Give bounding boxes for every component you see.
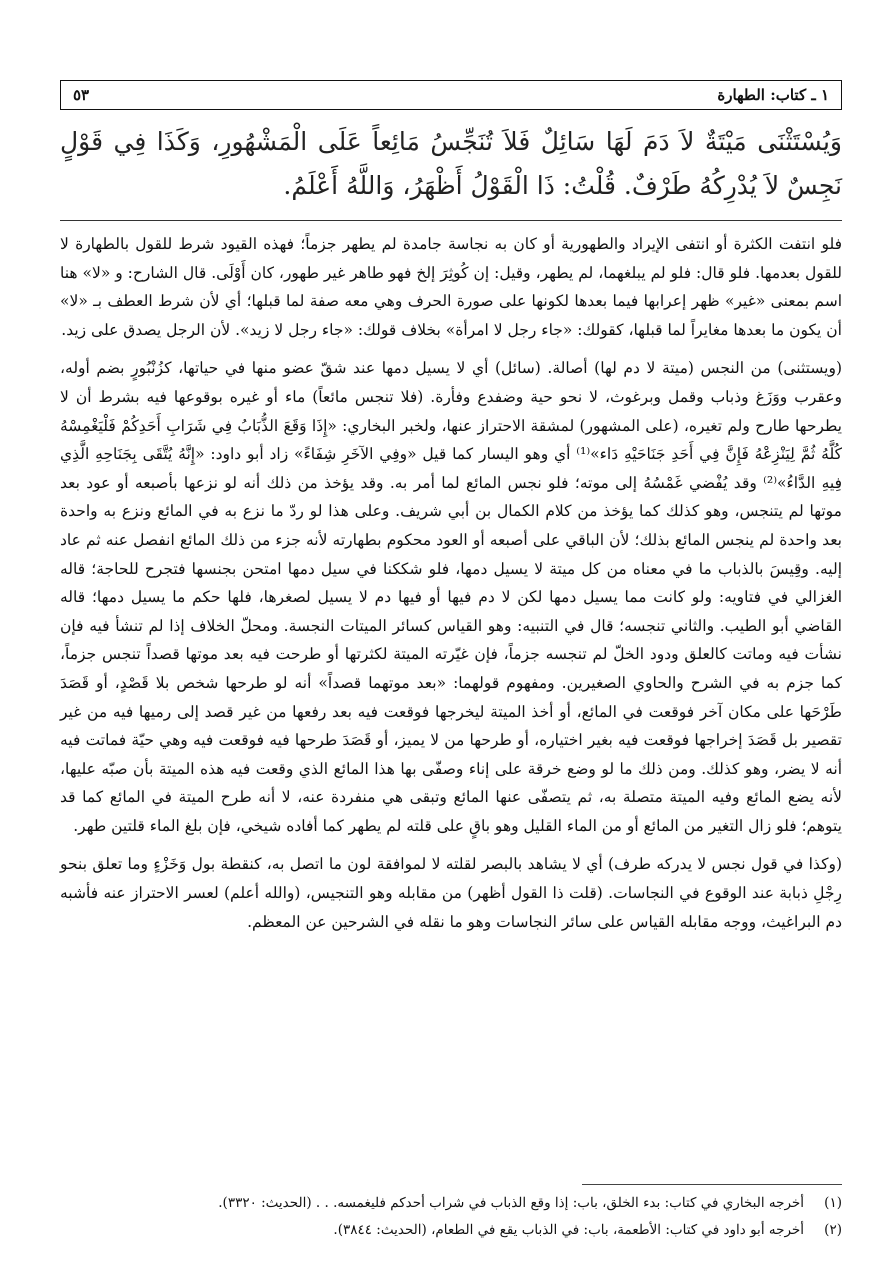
commentary-paragraph-1: فلو انتفت الكثرة أو انتفى الإيراد والطهورية أو كان به نجاسة جامدة لم يطهر جزماً؛ فهذه القيود شرط للقول بالطهارة لا للقول بعدمها. فلو قال: فلو لم يبلغهما، لم يطهر، وقيل: إن كُوثِرَ إلخ فهو طاهر غير طهور، كان أَوْلَى. قال الشارح: و «لا» هنا اسم بمعنى «غير» ظهر إعرابها فيما بعدها لكونها على صورة الحرف وهي معه صفة لما قبلها؛ أي لأن شرط العطف بـ «لا» أن يكون ما بعدها مغايراً لما قبلها، كقولك: «جاء رجل لا امرأة» بخلاف قولك: «جاء رجل لا زيد». لأن الرجل يصدق على زيد. xyxy=(60,235,842,339)
footnote-1 xyxy=(60,1190,842,1217)
footnote-number: (٢) xyxy=(824,1222,842,1238)
commentary xyxy=(60,230,842,946)
footnote-text: أخرجه أبو داود في كتاب: الأطعمة، باب: في الذباب يقع في الطعام، (الحديث: ٣٨٤٤). xyxy=(333,1222,804,1238)
footnote-2 xyxy=(60,1217,842,1244)
commentary-paragraph-3: (وكذا في قول نجس لا يدركه طرف) أي لا يشاهد بالبصر لقلته لا لموافقة لون ما اتصل به، كنقطة بول وَخَزْءٍ وما تعلق بنحو رِجْلِ ذبابة عند الوقوع في النجاسات. (قلت ذا القول أظهر) من مقابله وهو التنجيس، (والله أعلم) لعسر الاحتراز عنه فأشبه دم البراغيث، ووجه مقابله القياس على سائر النجاسات وهو ما نقله في الشرحين عن المعظم. xyxy=(60,855,842,931)
chapter-title: ١ ـ كتاب: الطهارة xyxy=(717,86,829,104)
commentary-paragraph-2: (ويستثنى) من النجس (ميتة لا دم لها) أصالة. (سائل) أي لا يسيل دمها عند شقّ عضو منها في حياتها، كزُنْبُورٍ بضم أوله، وعقرب ووَزَغ وذباب وقمل وبرغوث، لا نحو حية وضفدع وفأرة. (فلا تنجس مائعاً) ماء أو غيره بوقوعها فيه بشرط أن لا يطرحها طارح ولم تغيره، (على المشهور) لمشقة الاحتراز عنها، ولخبر البخاري: «إِذَا وَقَعَ الذُّبَابُ فِي شَرَابِ أَحَدِكُمْ فَلْيَغْمِسْهُ كُلَّهُ ثُمَّ لِيَنْزِعْهُ فَإِنَّ فِي أَحَدِ جَنَاحَيْهِ دَاء»⁽¹⁾ أي وهو اليسار كما قيل «وفِي الآخَرِ شِفَاءً» زاد أبو داود: «إِنَّهُ يُتَّقَى بِجَنَاحِهِ الَّذِي فِيهِ الدَّاءُ»⁽²⁾ وقد يُفْضي غَمْسُهُ إلى موته؛ فلو نجس المائع لما أمر به. وقد يؤخذ من ذلك أنه لو نزعها بأصبعه أو عود بعد موتها لم يتنجس، وهو كذلك كما يؤخذ من كلام الكمال بن أبي شريف. وعلى هذا لو ردّ ما نزع به في المائع ونزع به واحدة بعد واحدة لم ينجس المائع بذلك؛ لأن الباقي على أصبعه أو العود محكوم بطهارته لأنه جزء من ذلك المائع انفصل عنه ثم عاد إليه. وقِيسَ بالذباب ما في معناه من كل ميتة لا يسيل دمها، فلو شككنا في سيل دمها امتحن بجنسها فتجرح للحاجة؛ قاله الغزالي في فتاويه: ولو كانت مما يسيل دمها لكن لا دم فيها أو فيها دم لا يسيل لصغرها، فلها حكم ما يسيل دمها؛ قاله القاضي أبو الطيب. والثاني تنجسه؛ قال في التنبيه: وهو القياس كسائر الميتات النجسة. ومحلّ الخلاف إذا لم تنشأ فيه فإن نشأت فيه وماتت كالعلق ودود الخلّ لم تنجسه جزماً، فإن غيّرته الميتة لكثرتها أو طرحت فيه بعد موتها قصداً تنجس جزماً، كما جزم به في الشرح والحاوي الصغيرين. ومفهوم قولهما: «بعد موتهما قصداً» أنه لو طرحها شخص بلا قَصْدٍ، أو قَصَدَ طَرْحَها على مكان آخر فوقعت في المائع، أو أخذ الميتة ليخرجها فوقعت فيه بعد رفعها من غير قصد إلى رميها فيه من غير تقصير بل قَصَدَ إخراجها فوقعت فيه بغير اختياره، أو طرحها من لا يميز، أو قَصَدَ طرحها فيه فوقعت فيه وهي حيّة فماتت فيه أنه لا يضر، وهو كذلك. ومن ذلك ما لو وضع خرقة على إناء وصفّى بها هذا المائع الذي وقعت فيه هذه الميتة بأن صبّه عليها، لأنه يضع المائع وفيه الميتة متصلة به، ثم يتصفّى عنها المائع وتبقى هي منفردة عنه، لا أنه طرح الميتة في المائع كما قد يتوهم؛ فلو زال التغير من المائع أو من الماء القليل وهو باقٍ على قلته لم يطهر كما أفاده شيخي، فإن بلغ الماء قلتين طهر. xyxy=(60,359,843,835)
footnote-number: (١) xyxy=(824,1195,842,1211)
footnotes xyxy=(60,1190,842,1244)
footnote-text: أخرجه البخاري في كتاب: بدء الخلق، باب: إذا وقع الذباب في شراب أحدكم فليغمسه. . . (الحديث: ٣٣٢٠). xyxy=(218,1195,804,1211)
separator-rule xyxy=(60,220,842,221)
footnote-rule xyxy=(582,1184,842,1185)
running-header xyxy=(60,80,842,110)
book-page xyxy=(60,80,843,1238)
page-number: ٥٣ xyxy=(73,86,90,104)
matn-text: وَيُسْتَثْنَى مَيْتَةٌ لاَ دَمَ لَهَا سَائِلٌ فَلاَ تُنَجِّسُ مَائِعاً عَلَى الْمَشْهُورِ، وَكَذَا فِي قَوْلٍ نَجِسٌ لاَ يُدْرِكُهُ طَرْفٌ. قُلْتُ: ذَا الْقَوْلُ أَظْهَرُ، وَاللَّهُ أَعْلَمُ. xyxy=(60,127,842,200)
